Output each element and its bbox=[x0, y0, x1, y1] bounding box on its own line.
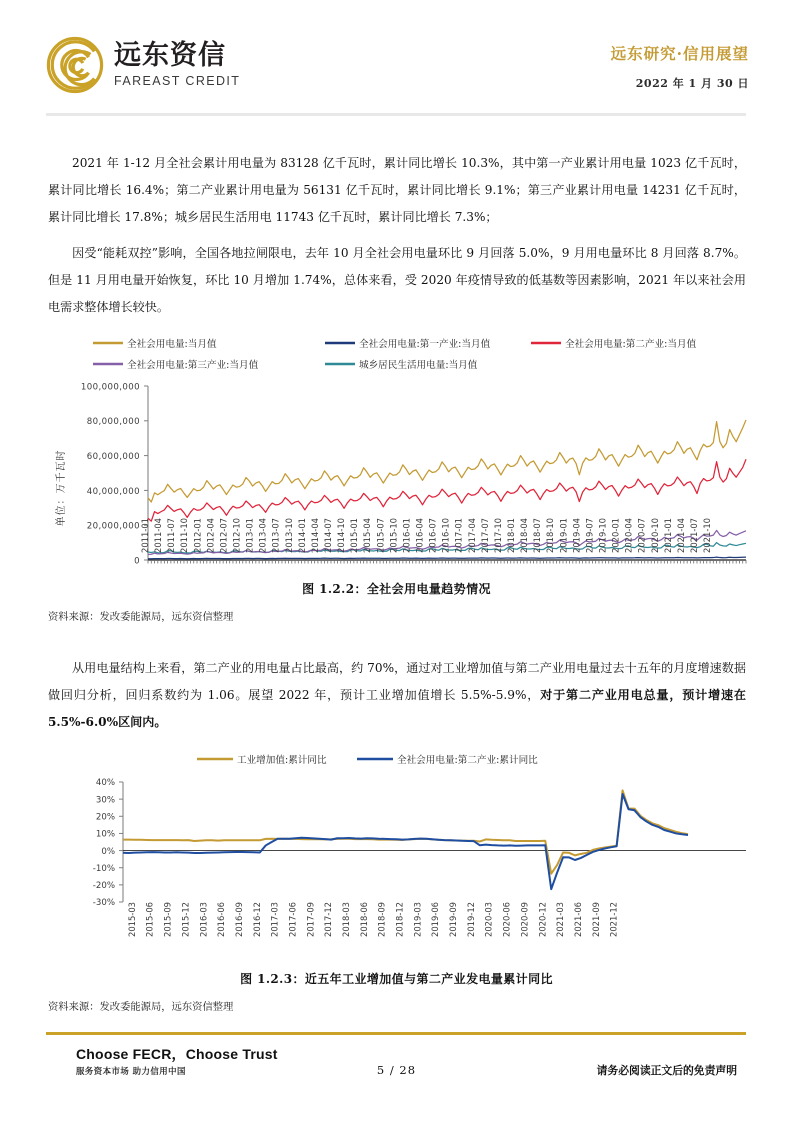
svg-text:0: 0 bbox=[134, 556, 140, 567]
svg-text:2021-09: 2021-09 bbox=[590, 902, 601, 937]
svg-text:2011-10: 2011-10 bbox=[179, 518, 190, 553]
svg-text:10%: 10% bbox=[95, 829, 115, 840]
legend-swatch-line bbox=[92, 360, 124, 368]
svg-text:2020-06: 2020-06 bbox=[501, 902, 512, 937]
svg-text:2017-09: 2017-09 bbox=[305, 902, 316, 937]
chart1-legend-label-3: 全社会用电量:第三产业:当月值 bbox=[127, 360, 259, 371]
svg-text:2015-04: 2015-04 bbox=[362, 518, 373, 553]
svg-text:2015-07: 2015-07 bbox=[375, 518, 386, 553]
svg-text:2020-07: 2020-07 bbox=[636, 518, 647, 553]
svg-text:40,000,000: 40,000,000 bbox=[86, 486, 140, 497]
svg-text:2014-07: 2014-07 bbox=[322, 518, 333, 553]
company-logo bbox=[46, 36, 240, 94]
svg-text:2018-07: 2018-07 bbox=[532, 518, 543, 553]
svg-text:单位：万千瓦时: 单位：万千瓦时 bbox=[56, 449, 67, 527]
svg-text:2018-03: 2018-03 bbox=[341, 902, 351, 937]
logo-text-cn: 远东资信 bbox=[114, 40, 226, 72]
svg-text:2013-04: 2013-04 bbox=[257, 518, 268, 553]
chart2-legend-label-0: 工业增加值:累计同比 bbox=[237, 755, 327, 766]
svg-text:2015-01: 2015-01 bbox=[349, 518, 360, 553]
chart1-legend-label-1: 全社会用电量:第一产业:当月值 bbox=[359, 339, 491, 350]
svg-text:2019-12: 2019-12 bbox=[465, 902, 476, 937]
chart1-legend-label-2: 全社会用电量:第二产业:当月值 bbox=[565, 339, 697, 350]
svg-text:0%: 0% bbox=[101, 846, 115, 857]
figure-2-source: 资料来源：发改委能源局，远东资信整理 bbox=[48, 1001, 234, 1013]
footer-slogan: Choose FECR，Choose Trust bbox=[76, 1046, 278, 1062]
svg-text:2020-03: 2020-03 bbox=[483, 902, 494, 937]
svg-text:2014-01: 2014-01 bbox=[296, 518, 307, 553]
svg-text:100,000,000: 100,000,000 bbox=[80, 382, 140, 393]
svg-text:2015-12: 2015-12 bbox=[180, 902, 191, 937]
svg-text:2012-07: 2012-07 bbox=[218, 518, 229, 553]
svg-text:2011-01: 2011-01 bbox=[140, 518, 150, 553]
svg-text:2016-09: 2016-09 bbox=[233, 902, 244, 937]
svg-text:2019-06: 2019-06 bbox=[430, 902, 441, 937]
svg-text:2014-04: 2014-04 bbox=[309, 518, 320, 553]
svg-text:2017-01: 2017-01 bbox=[453, 518, 464, 553]
svg-text:2017-06: 2017-06 bbox=[287, 902, 298, 937]
svg-text:-30%: -30% bbox=[92, 898, 115, 908]
paragraph-secondary-industry-forecast bbox=[48, 655, 746, 736]
figure-1-source: 资料来源：发改委能源局，远东资信整理 bbox=[48, 611, 234, 623]
paragraph-2-text: 因受“能耗双控”影响，全国各地拉闸限电，去年 10 月全社会用电量环比 9 月回落 5.0%，9 月用电量环比 8 月回落 8.7%。但是 11 月用电量开始恢复，环比 10 月增加 1.74%，总体来看，受 2020 年疫情导致的低基数等因素影响，2021 年以来社会用电需求整体增长较快。 bbox=[48, 246, 746, 314]
svg-text:2012-01: 2012-01 bbox=[192, 518, 203, 553]
paragraph-power-curtailment bbox=[48, 240, 746, 321]
legend-swatch-line bbox=[324, 360, 356, 368]
svg-text:2011-04: 2011-04 bbox=[153, 518, 164, 553]
svg-text:2020-10: 2020-10 bbox=[649, 518, 660, 553]
svg-text:20%: 20% bbox=[95, 812, 115, 823]
footer-subslogan: 服务资本市场 助力信用中国 bbox=[76, 1066, 186, 1076]
chart2-plot-area bbox=[48, 776, 748, 908]
svg-text:2017-12: 2017-12 bbox=[323, 902, 334, 937]
svg-text:2017-04: 2017-04 bbox=[466, 518, 477, 553]
svg-text:2018-04: 2018-04 bbox=[519, 518, 530, 553]
legend-swatch-line bbox=[324, 339, 356, 347]
svg-text:2019-09: 2019-09 bbox=[448, 902, 459, 937]
svg-text:-10%: -10% bbox=[92, 863, 115, 874]
chart1-legend-label-0: 全社会用电量:当月值 bbox=[127, 339, 217, 350]
svg-text:2015-10: 2015-10 bbox=[388, 518, 399, 553]
legend-swatch-line bbox=[196, 755, 234, 763]
svg-text:2017-07: 2017-07 bbox=[479, 518, 490, 553]
chart2-legend-label-1: 全社会用电量:第二产业:累计同比 bbox=[397, 755, 538, 766]
svg-text:2020-12: 2020-12 bbox=[537, 902, 548, 937]
svg-text:2018-12: 2018-12 bbox=[394, 902, 405, 937]
svg-text:2016-10: 2016-10 bbox=[440, 518, 451, 553]
svg-text:60,000,000: 60,000,000 bbox=[86, 452, 140, 462]
svg-text:2014-10: 2014-10 bbox=[336, 518, 347, 553]
footer-divider bbox=[46, 1032, 746, 1035]
svg-text:2019-10: 2019-10 bbox=[597, 518, 608, 553]
svg-text:2013-01: 2013-01 bbox=[244, 518, 255, 553]
svg-text:2021-01: 2021-01 bbox=[662, 518, 673, 553]
legend-swatch-line bbox=[530, 339, 562, 347]
header-meta bbox=[611, 42, 749, 91]
svg-text:2021-10: 2021-10 bbox=[702, 518, 713, 553]
footer-disclaimer-note: 请务必阅读正文后的免责声明 bbox=[596, 1064, 737, 1077]
page-footer bbox=[0, 1032, 793, 1102]
svg-text:2016-12: 2016-12 bbox=[251, 902, 262, 937]
svg-text:-20%: -20% bbox=[92, 881, 115, 892]
svg-text:80,000,000: 80,000,000 bbox=[86, 417, 140, 428]
svg-text:2013-07: 2013-07 bbox=[270, 518, 281, 553]
svg-text:2018-10: 2018-10 bbox=[545, 518, 556, 553]
chart2-svg bbox=[48, 776, 748, 908]
figure-2-caption: 图 1.2.3：近五年工业增加值与第二产业发电量累计同比 bbox=[240, 972, 553, 986]
svg-text:20,000,000: 20,000,000 bbox=[86, 521, 140, 532]
svg-text:2016-04: 2016-04 bbox=[414, 518, 425, 553]
paragraph-electricity-consumption-summary bbox=[48, 150, 746, 231]
svg-text:2016-03: 2016-03 bbox=[198, 902, 209, 937]
fareast-credit-logo-icon bbox=[46, 36, 104, 94]
svg-text:2019-03: 2019-03 bbox=[412, 902, 423, 937]
chart2-xaxis-labels bbox=[48, 900, 748, 962]
svg-text:2016-01: 2016-01 bbox=[401, 518, 412, 553]
svg-text:2017-03: 2017-03 bbox=[269, 902, 280, 937]
chart1-xaxis-labels bbox=[48, 516, 748, 578]
svg-text:2019-01: 2019-01 bbox=[558, 518, 569, 553]
svg-text:2018-01: 2018-01 bbox=[505, 518, 516, 553]
svg-text:2013-10: 2013-10 bbox=[283, 518, 294, 553]
svg-text:2016-07: 2016-07 bbox=[427, 518, 438, 553]
svg-text:2021-12: 2021-12 bbox=[608, 902, 619, 937]
svg-text:2020-09: 2020-09 bbox=[519, 902, 530, 937]
svg-text:30%: 30% bbox=[95, 795, 115, 806]
svg-text:2015-03: 2015-03 bbox=[126, 902, 137, 937]
svg-text:2021-06: 2021-06 bbox=[572, 902, 583, 937]
figure-1-caption: 图 1.2.2：全社会用电量趋势情况 bbox=[302, 582, 491, 596]
report-date: 2022 年 1 月 30 日 bbox=[635, 77, 749, 90]
svg-text:2018-09: 2018-09 bbox=[376, 902, 387, 937]
svg-text:2011-07: 2011-07 bbox=[166, 518, 177, 553]
svg-text:2012-10: 2012-10 bbox=[231, 518, 242, 553]
svg-text:2021-03: 2021-03 bbox=[555, 902, 566, 937]
svg-text:2020-04: 2020-04 bbox=[623, 518, 634, 553]
svg-text:2020-01: 2020-01 bbox=[610, 518, 621, 553]
svg-text:2021-04: 2021-04 bbox=[675, 518, 686, 553]
paragraph-3-text: 从用电量结构上来看，第二产业的用电量占比最高，约 70%，通过对工业增加值与第二产业用电量过去十五年的月度增速数据做回归分析，回归系数约为 1.06。展望 2022 年，预计工业增加值增长 5.5%-5.9%， bbox=[48, 661, 746, 702]
report-series-title: 远东研究·信用展望 bbox=[610, 44, 749, 63]
chart1-legend bbox=[92, 336, 712, 371]
svg-text:2018-06: 2018-06 bbox=[358, 902, 369, 937]
svg-text:2015-09: 2015-09 bbox=[162, 902, 173, 937]
legend-swatch-line bbox=[356, 755, 394, 763]
page-header bbox=[0, 0, 793, 118]
header-divider bbox=[46, 113, 746, 116]
svg-text:2021-07: 2021-07 bbox=[688, 518, 699, 553]
svg-text:2012-04: 2012-04 bbox=[205, 518, 216, 553]
chart2-legend bbox=[196, 752, 538, 766]
paragraph-3-emphasis: 对于第二产业用电总量，预计增速在 5.5%-6.0%区间内。 bbox=[48, 688, 746, 729]
svg-text:2015-06: 2015-06 bbox=[144, 902, 155, 937]
svg-text:2016-06: 2016-06 bbox=[216, 902, 227, 937]
logo-text-en: FAREAST CREDIT bbox=[114, 73, 241, 88]
page-number: 5 / 28 bbox=[376, 1063, 417, 1077]
svg-text:2019-04: 2019-04 bbox=[571, 518, 582, 553]
legend-swatch-line bbox=[92, 339, 124, 347]
svg-text:2017-10: 2017-10 bbox=[492, 518, 503, 553]
paragraph-1-text: 2021 年 1-12 月全社会累计用电量为 83128 亿千瓦时，累计同比增长 10.3%，其中第一产业累计用电量 1023 亿千瓦时，累计同比增长 16.4%；第二产业累计用电量为 56131 亿千瓦时，累计同比增长 9.1%；第三产业累计用电量 14231 亿千瓦时，累计同比增长 17.8%；城乡居民生活用电 11743 亿千瓦时，累计同比增长 7.3%； bbox=[48, 156, 746, 224]
svg-text:40%: 40% bbox=[95, 778, 115, 789]
svg-text:2019-07: 2019-07 bbox=[584, 518, 595, 553]
chart1-legend-label-4: 城乡居民生活用电量:当月值 bbox=[359, 360, 478, 371]
